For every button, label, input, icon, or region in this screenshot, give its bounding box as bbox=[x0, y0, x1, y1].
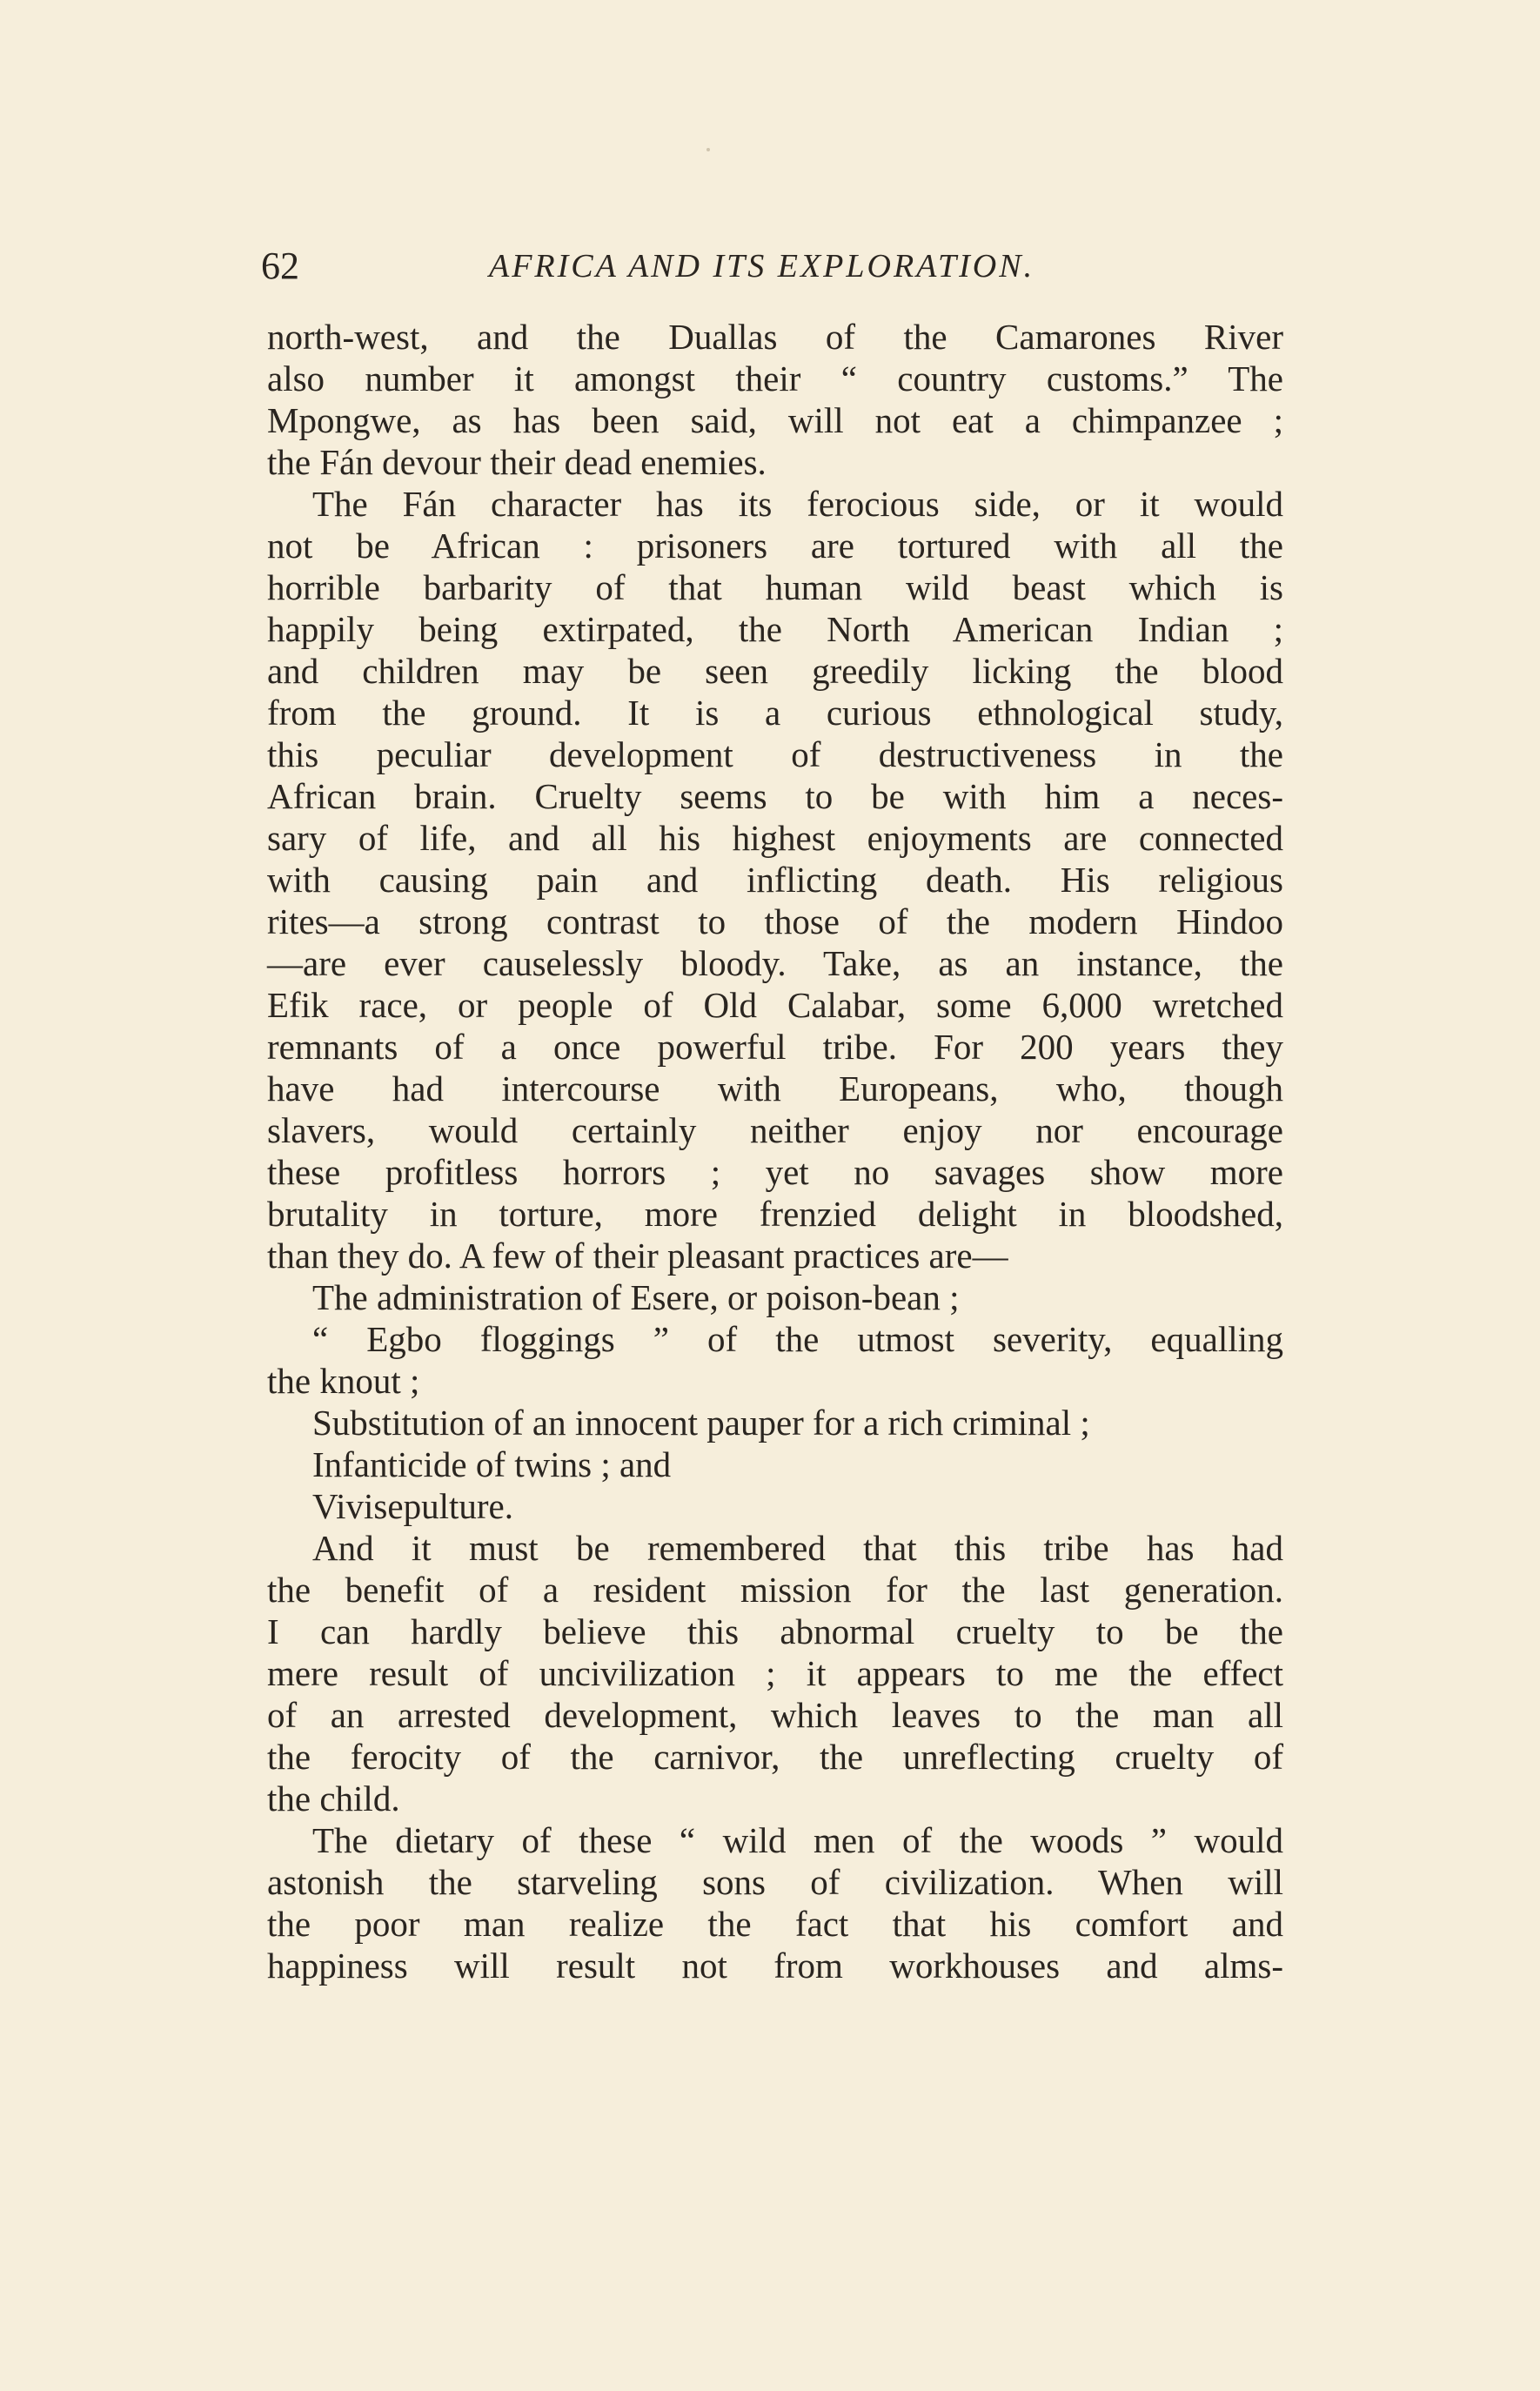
text-line: of an arrested development, which leaves to the man all bbox=[267, 1695, 1283, 1735]
text-line: not be African : prisoners are tortured with all the bbox=[267, 526, 1283, 566]
text-line: the poor man realize the fact that his comfort and bbox=[267, 1904, 1283, 1944]
text-line: remnants of a once powerful tribe. For 200 years they bbox=[267, 1027, 1283, 1067]
page-number: 62 bbox=[261, 244, 299, 287]
text-line: north-west, and the Duallas of the Camarones River bbox=[267, 317, 1283, 357]
text-line: The dietary of these “ wild men of the woods ” would bbox=[312, 1820, 1283, 1860]
text-line: this peculiar development of destructiveness in the bbox=[267, 734, 1283, 774]
text-line: Infanticide of twins ; and bbox=[312, 1444, 672, 1484]
text-line: brutality in torture, more frenzied delight in bloodshed, bbox=[267, 1194, 1283, 1234]
text-line: The administration of Esere, or poison-bean ; bbox=[312, 1277, 960, 1317]
text-line: slavers, would certainly neither enjoy nor encourage bbox=[267, 1110, 1283, 1150]
text-line: astonish the starveling sons of civilization. When will bbox=[267, 1862, 1283, 1902]
text-line: Substitution of an innocent pauper for a rich criminal ; bbox=[312, 1403, 1090, 1443]
running-head bbox=[261, 240, 1288, 292]
text-line: than they do. A few of their pleasant practices are— bbox=[267, 1236, 1008, 1276]
text-line: the ferocity of the carnivor, the unreflecting cruelty of bbox=[267, 1737, 1283, 1777]
text-line: sary of life, and all his highest enjoyments are connected bbox=[267, 818, 1283, 858]
text-line: the Fán devour their dead enemies. bbox=[267, 442, 767, 482]
body-text bbox=[267, 316, 1283, 2126]
text-line: horrible barbarity of that human wild beast which is bbox=[267, 567, 1283, 607]
text-line: from the ground. It is a curious ethnological study, bbox=[267, 693, 1283, 733]
text-line: rites—a strong contrast to those of the modern Hindoo bbox=[267, 901, 1283, 941]
text-line: also number it amongst their “ country customs.” The bbox=[267, 358, 1283, 398]
paper-speck bbox=[706, 148, 710, 151]
text-line: have had intercourse with Europeans, who, though bbox=[267, 1068, 1283, 1108]
text-line: and children may be seen greedily licking the blood bbox=[267, 651, 1283, 691]
text-line: the benefit of a resident mission for the last generation. bbox=[267, 1570, 1283, 1610]
text-line: these profitless horrors ; yet no savages show more bbox=[267, 1152, 1283, 1192]
text-line: mere result of uncivilization ; it appears to me the effect bbox=[267, 1653, 1283, 1693]
text-line: the child. bbox=[267, 1778, 400, 1818]
text-line: Vivisepulture. bbox=[312, 1486, 513, 1526]
text-line: happily being extirpated, the North American Indian ; bbox=[267, 609, 1283, 649]
text-line: happiness will result not from workhouses and alms- bbox=[267, 1946, 1283, 1986]
text-line: And it must be remembered that this tribe has had bbox=[312, 1528, 1283, 1568]
text-line: Mpongwe, as has been said, will not eat a chimpanzee ; bbox=[267, 400, 1283, 440]
text-line: —are ever causelessly bloody. Take, as an instance, the bbox=[267, 943, 1283, 983]
text-line: I can hardly believe this abnormal cruelty to be the bbox=[267, 1611, 1283, 1651]
text-line: with causing pain and inflicting death. His religious bbox=[267, 860, 1283, 900]
text-line: the knout ; bbox=[267, 1361, 420, 1401]
text-line: Efik race, or people of Old Calabar, some 6,000 wretched bbox=[267, 985, 1283, 1025]
text-line: African brain. Cruelty seems to be with him a neces- bbox=[267, 776, 1283, 816]
text-line: The Fán character has its ferocious side, or it would bbox=[312, 484, 1283, 524]
text-line: “ Egbo floggings ” of the utmost severity, equalling bbox=[312, 1319, 1283, 1359]
running-title: AFRICA AND ITS EXPLORATION. bbox=[489, 248, 1035, 285]
